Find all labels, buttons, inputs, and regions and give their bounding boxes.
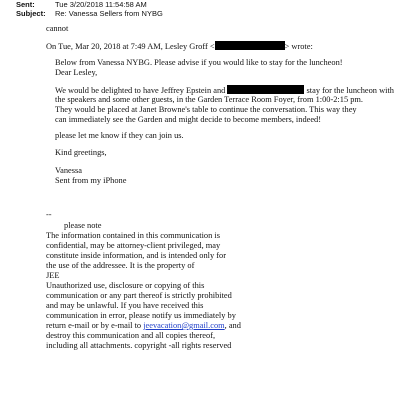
quoted-line-advise: Below from Vanessa NYBG. Please advise if you would like to stay for the luncheon! xyxy=(55,58,343,67)
quote-intro-after: > wrote: xyxy=(284,42,313,51)
redaction-block xyxy=(215,41,285,50)
quote-intro-before: On Tue, Mar 20, 2018 at 7:49 AM, Lesley Groff < xyxy=(46,42,215,51)
disclaimer-line: The information contained in this communication is xyxy=(46,231,220,240)
email-link[interactable]: jeevacation@gmail.com xyxy=(143,321,225,330)
disclaimer-email-after: , and xyxy=(224,321,241,330)
quoted-greeting: Kind greetings, xyxy=(55,148,107,157)
sent-value: Tue 3/20/2018 11:54:58 AM xyxy=(55,0,147,9)
disclaimer-line: destroy this communication and all copies thereof, xyxy=(46,331,216,340)
quoted-p1-before: We would be delighted to have Jeffrey Epstein and xyxy=(55,86,226,95)
redaction-block xyxy=(227,85,304,94)
disclaimer-email-before: return e-mail or by e-mail to xyxy=(46,321,144,330)
reply-text: cannot xyxy=(46,24,69,33)
footer-note: please note xyxy=(64,221,102,230)
sent-header-row xyxy=(16,0,147,9)
quoted-paragraph-line-4: can immediately see the Garden and might decide to become members, indeed! xyxy=(55,115,322,124)
disclaimer-line: JEE xyxy=(46,271,60,280)
disclaimer-line: including all attachments. copyright -all rights reserved xyxy=(46,341,232,350)
quoted-paragraph-line-3: They would be placed at Janet Browne's table to continue the conversation. This way they xyxy=(55,105,357,114)
sent-label: Sent: xyxy=(16,0,35,9)
disclaimer-email-line xyxy=(46,321,241,331)
quoted-salutation: Dear Lesley, xyxy=(55,68,98,77)
disclaimer-line: and may be unlawful. If you have received this xyxy=(46,301,204,310)
disclaimer-line: communication in error, please notify us immediately by xyxy=(46,311,236,320)
quote-intro xyxy=(46,41,313,52)
disclaimer-line: confidential, may be attorney-client privileged, may xyxy=(46,241,221,250)
quoted-request: please let me know if they can join us. xyxy=(55,131,184,140)
signature-dashes: -- xyxy=(46,210,52,219)
subject-header-row xyxy=(16,9,163,18)
disclaimer-line: constitute inside information, and is intended only for xyxy=(46,251,227,260)
subject-value: Re: Vanessa Sellers from NYBG xyxy=(55,9,163,18)
disclaimer-line: the use of the addressee. It is the property of xyxy=(46,261,195,270)
quoted-p1-after: stay for the luncheon with xyxy=(306,86,394,95)
quoted-name: Vanessa xyxy=(55,166,82,175)
quoted-sent-from: Sent from my iPhone xyxy=(55,176,127,185)
quoted-paragraph-line-2: the speakers and some other guests, in the Garden Terrace Room Foyer, from 1:00-2:15 pm. xyxy=(55,95,364,104)
disclaimer-line: Unauthorized use, disclosure or copying of this xyxy=(46,281,205,290)
disclaimer-line: communication or any part thereof is strictly prohibited xyxy=(46,291,232,300)
subject-label: Subject: xyxy=(16,9,46,18)
